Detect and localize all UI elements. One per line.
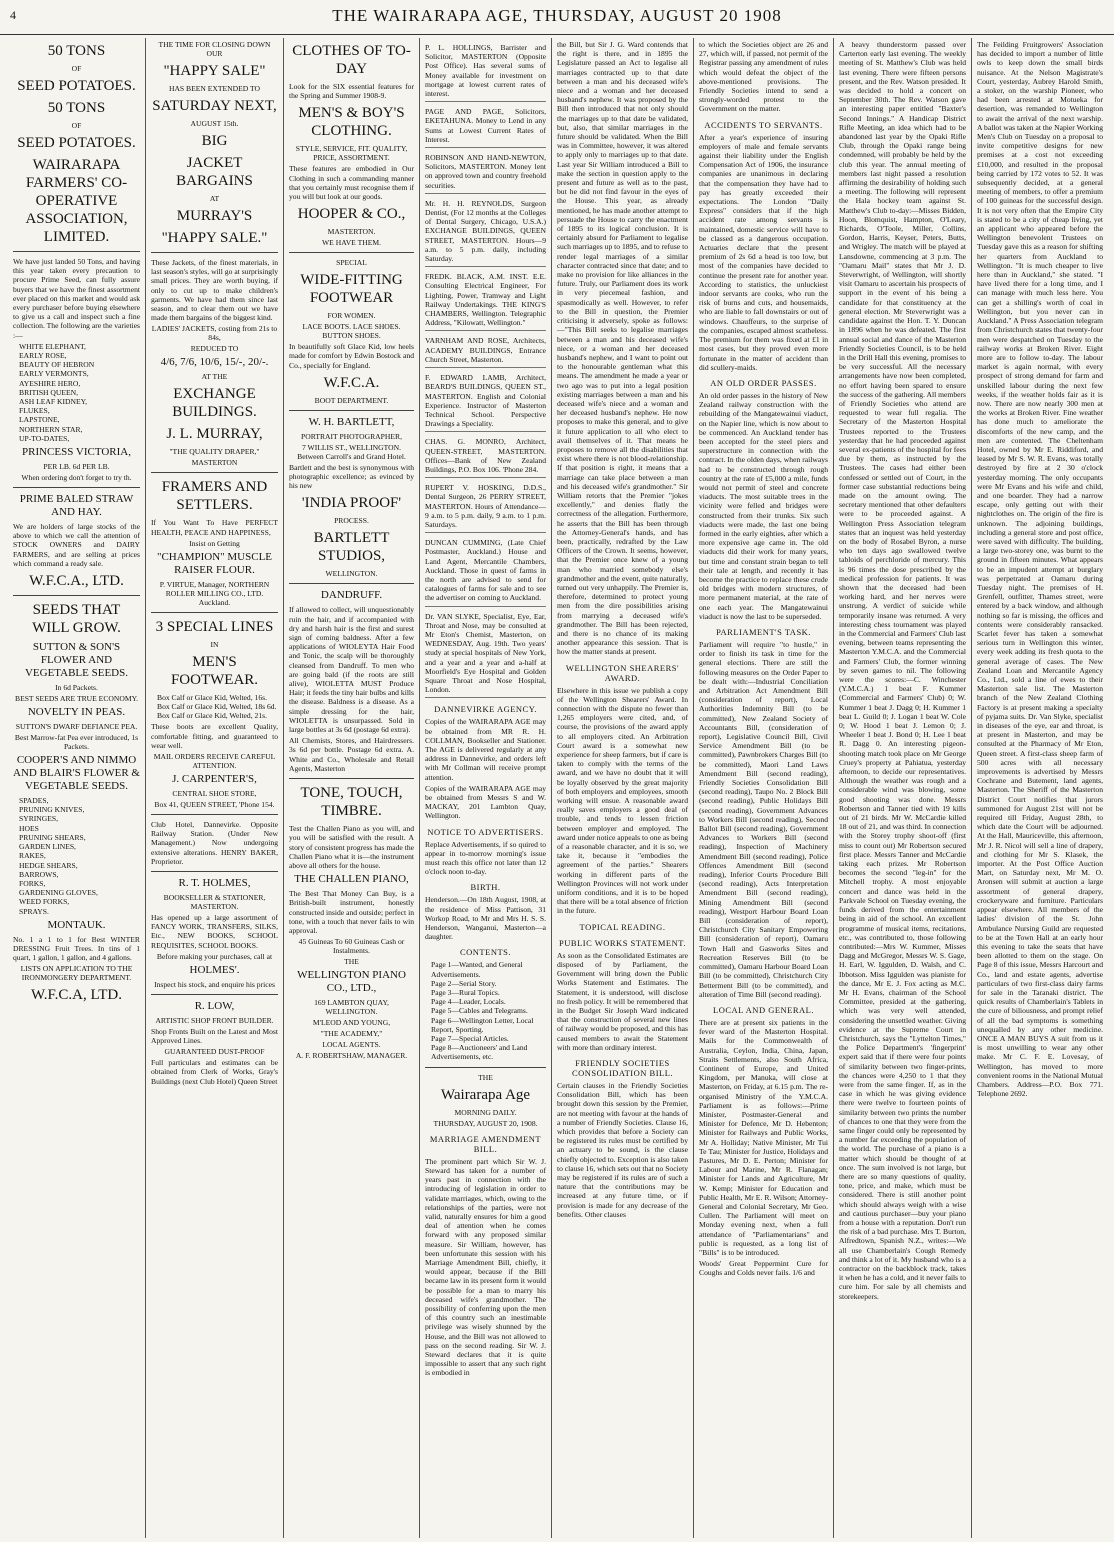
mail-orders: MAIL ORDERS RECEIVE CAREFUL ATTENTION. bbox=[153, 752, 276, 771]
columns bbox=[8, 38, 1108, 1538]
glace-text: In beautifully soft Glace Kid, low heels made for comfort by Edwin Bostock and Co., specially for England. bbox=[289, 342, 414, 370]
for-women: FOR WOMEN. bbox=[327, 311, 376, 321]
challen-text: Test the Challen Piano as you will, and you will be satisfied with the result. A story of consistent progress has made the Challen Piano what it is—the instrument above all others for the house. bbox=[289, 824, 414, 870]
low-text: Shop Fronts Built on the Latest and Most Approved Lines. bbox=[151, 1026, 278, 1046]
friendly-continued: to which the Societies object are 26 and 27, which will, if passed, not permit of the Registrar passing any amendment of rules which would defeat the object of the above-mentioned provisions. The Friendly Societies intend to send a strongly-worded protest to the Government on the matter. bbox=[699, 40, 828, 114]
holmes: R. T. HOLMES, bbox=[178, 877, 251, 890]
local-text: There are at present six patients in the fever ward of the Masterton Hospital. Mails for the Commonwealth of Australia, Ceylon, India, China, Japan, Straits Settlements, also South Africa, Continent of Europe, and United Kingdom, per Manuka, will close at Masterton, on Friday, at 6.15 p.m. The re-organised Ministry of the Y.M.C.A. Parliament is as follows:—Prime Minister, Postmaster-General and Minister for Defence, Mr D. Hebenton; Minister for Railways and Public Works, Mr A. Holliday; Native Minister, Mr Tui Te Tau; Minister for Justice, Holidays and Pastures, Mr D. E. Perton; Minister for Labour and Marine, Mr R. Flanagan; Minister for Lands and Agriculture, Mr W. Kemp; Minister for Education and Public Health, Mr E. R. Wilson; Attorney-General and Colonial Secretary, Mr Geo. Cullen. The Parliament will meet on Monday evening next, when a full attendance of "Parliamentarians" and public is requested, as a long list of "Bills" is to be introduced. bbox=[699, 1017, 828, 1257]
divider bbox=[425, 1067, 546, 1068]
list-item: RAKES, bbox=[19, 851, 46, 861]
column-2 bbox=[146, 38, 284, 1538]
lace-line: LACE BOOTS. LACE SHOES. BUTTON SHOES. bbox=[302, 322, 401, 341]
column-8 bbox=[972, 38, 1108, 1538]
divider bbox=[289, 252, 414, 253]
heading-straw: PRIME BALED STRAW AND HAY. bbox=[19, 493, 134, 519]
exchange-buildings: EXCHANGE BUILDINGS. bbox=[172, 386, 257, 421]
marriage-continued: the Bill, but Sir J. G. Ward contends that the right is there, and in 1895 the Legislature passed an Act to legalise all marriages contracted up to that date between a man and his deceased wife's niece and a woman and her deceased husband's nephew. It was proposed by the Bill then introduced that not only should the marriages up to that date be validated, but, also, that similar marriages in the future should be validated. When the Bill was in Committee, however, it was altered to apply only to marriages up to that date. Last year Sir William introduced a Bill to make the section in question apply to the present and future as well as to the past, but he did not find favour in the eyes of the House. This year, as already mentioned, he has made another attempt to persuade the House to carry the enactment of 1895 to its logical conclusion. It is certainly absurd for Parliament to legalise such marriages up to 1895, and to refuse to render legal marriages of a similar character contracted since that date; and to make no provision for like alliances in the future. Truly, our Parliament does its work in very piecemeal fashion, and spasmodically as well. However, to refer to the Bill in question, the Premier criticising it adversely, spoke as follows:—"This Bill seeks to legalise marriages between a man and his deceased wife's niece, or a woman and her deceased husband's nephew, and I want to point out to the honourable gentleman what this means. The amendment he made a year or two ago was to put into a legal position existing marriages between a man and his deceased wife's niece and a woman and her deceased husband's nephew. He now proposes to make this general, and to give it future application to all who elect to avail themselves of it. That means he proposes to remove all the disabilities that exist where there is not blood-relationship. If that position is right, it means that a marriage can take place between a man and his deceased wife's grandmother." Sir William retorts that the Premier "jokes excellently," and denies flatly the correctness of the allegation. Furthermore, he asserts that the Bill has been through the Attorney-General's hands, and has been, practically, redrafted by the Law Officers of the Crown. It seems, however, that the Premier once knew of a young man who married somebody else's grandmother and the event, quite naturally, turned out very unhappily. The Premier is, therefore, determined to protect young men from the dire possibilities arising from marrying a deceased wife's grandmother. The Bill has been rejected, and there is no chance of its making another appearance this session. That is how the matter stands at present. bbox=[557, 40, 688, 657]
list-item: Box Calf or Glace Kid, Welted, 18s 6d. bbox=[157, 702, 277, 712]
heading-notice: NOTICE TO ADVERTISERS. bbox=[427, 826, 544, 837]
dateline: THURSDAY, AUGUST 20, 1908. bbox=[433, 1118, 538, 1128]
lists-line: LISTS ON APPLICATION TO THE IRONMONGERY DEPARTMENT. bbox=[20, 964, 133, 983]
list-item: SYRINGES, bbox=[19, 814, 59, 824]
old-order-text: An old order passes in the history of New Zealand railway construction with the rebuilding of the Mangatewainui viaduct, on the Napier line, which is now about to be commenced. An Auckland tender has been accepted for the steel piers and superstructure in connection with the contract. In the olden days, when railways had to be constructed through rough country at the rate of £5,000 a mile, funds would not permit of steel and concrete viaducts. The most suitable trees in the vicinity were felled and bridges were constructed from their trunks. Six such viaducts were made, the last one being formed in the early eighties, after which a more expensive age came in. The old viaducts did their work for many years, but time and constant strain began to tell their tale at length, and recently it has become the practice to replace these crude old bridges with modern structures, of more permanent material, at the rate of one each year. The Mangatewainui viaduct is now the last to be superseded. bbox=[699, 390, 828, 621]
heading-50-tons-2: 50 TONS bbox=[47, 100, 106, 116]
divider bbox=[151, 472, 278, 473]
boots-list bbox=[157, 693, 278, 721]
heading-montauk: MONTAUK. bbox=[47, 918, 106, 931]
list-item: Page 7—Special Articles. bbox=[431, 1034, 509, 1044]
wfca: W.F.C.A. bbox=[323, 374, 380, 391]
packets-line: In 6d Packets. bbox=[55, 683, 98, 693]
column-8-text: The Feilding Fruitgrowers' Association has decided to import a number of little owls to keep down the small birds nuisance. At the Nelson Magistrate's Court, yesterday, Aubrey Harold Smith, a stoker, on the warship Pioneer, who had been arrested at Motueka for desertion, was remanded to Wellington to await the arrival of the next warship. A ballot was taken at the Napier Working Men's Club on Tuesday on a proposal to invite competitive designs for new premises at a cost not exceeding £10,000, and resulted in the proposal being carried by 172 votes to 52. It was subsequently decided, at a general meeting of members, to offer a premium of 100 guineas for the successful design. It is not very often that the Empire City is stated to be a city of cheap living, yet an applicant who appeared before the Wellington benevolent Trustees on Tuesday gave this as a reason for shifting her quarters from Auckland to Wellington. "It is much cheaper to live here than in Auckland," she stated. "I have lived there for a long time, and I can manage with much less here. You can get a shilling's worth of coal in Wellington, but you never can in Auckland." A Press Association telegram from Christchurch states that twenty-four men were despatched on Tuesday to the railway works at Broken River. Eight more are to follow to-day. The labour market is again normal, with every prospect of strong demand for farm and unskilled labour during the next few weeks, if the weather holds fair as it is now. There are now nearly 300 men at the works at Broken River. Fine weather has done much to ameliorate the discomforts of the new camp, and the men are contented. The Cheltenham Hotel, owned by Mr E. Riddiford, and leased by Mr S. W. R. Evans, was totally destroyed by fire at 2 30 o'clock yesterday morning. The only occupants were Mr Evans and his wife and child, and one boarder. They had a narrow escape, only getting out with their nightclothes on. The origin of the fire is unknown. The adjoining buildings, including a general store and post office, were saved with difficulty. The building, a large two-storey one, was burnt to the ground in fifteen minutes. What appears to be an impudent attempt at burglary was perpetrated at Oamaru during Tuesday night. The premises of H. Grenfell, outfitter, Thames street, were entered by a back window, and although nothing so far is missing, the offices and contents were considerably ransacked. Scarlet fever has taken a somewhat serious turn in Wellington this winter, every week adding its fresh quota to the general average of cases. The New Zealand Loan and Mercantile Agency Co., Ltd., sold a line of ewes to their Masterton sale list. The Masterton branch of the New Zealand Clothing Factory is at present making a specialty of pyjama suits. Dr. Van Slyke, specialist in diseases of the eye, ear and throat, is at present in Masterton, and may be consulted at the Pharmacy of Mr Eton, Queen street. A first-class sheep farm of 500 acres with all necessary improvements is advertised by Messrs Cochrane and Butement, land agents, Masterton. The Sheriff of the Masterton District Court notifies that jurors summoned for August 21st will not be required till Friday, August 28th, to which date the Court will be adjourned. At the Hall, Mauriceville, this afternoon, Mr J. R. Nicol will sell a line of drapery, and clothing for Mr S. Klasek, the importer. At the Post Office Auction Mart, on Saturday next, Mr M. O. Aronsen will submit at auction a large assortment of general drapery, crockeryware and furniture. Particulars appear elsewhere. All members of the ladies' division of the St. John Ambulance Nursing Guild are requested to be at the Town Hall at an early hour this evening to take the seats that have been allotted to them on the stage. On Page 8 of this issue, Messrs Harcourt and Co., land and estate agents, advertise particulars of two first-class dairy farms for sale in the Taranaki district. The quick results of Chamberlain's Tablets in the cure of biliousness, and prompt relief of all the bad symptoms is something unequalled by any other medicine. ONCE A MAN BUYS A suit from us it is most unwilling to wear any other make. Mr C. F. E. Lovesay, of Wellington, has moved to more convenient rooms in the National Mutual Chambers. Address—P.O. Box 771. Telephone 2692. bbox=[977, 40, 1103, 1099]
page-number: 4 bbox=[10, 8, 16, 22]
divider bbox=[289, 778, 414, 779]
extended-line: HAS BEEN EXTENDED TO bbox=[168, 84, 261, 93]
list-item: WHITE ELEPHANT, bbox=[19, 341, 86, 351]
quality-draper: "THE QUALITY DRAPER," bbox=[169, 447, 260, 457]
tools-list bbox=[19, 796, 140, 916]
ad-monro: CHAS. G. MONRO, Architect, QUEEN-STREET, MASTERTON. Offices—Bank of New Zealand Buildings, P.O. Box 106. 'Phone 284. bbox=[425, 434, 546, 478]
guineas-line: 45 Guineas To 60 Guineas Cash or Instalments. bbox=[298, 937, 405, 956]
list-item: HOES bbox=[19, 823, 39, 833]
heading-public-works: PUBLIC WORKS STATEMENT. bbox=[559, 937, 686, 948]
bartlett-studios: BARTLETT STUDIOS, bbox=[313, 530, 390, 565]
list-item: LAPSTONE, bbox=[19, 415, 60, 425]
jl-murray: J. L. MURRAY, bbox=[166, 426, 263, 443]
framers-settlers: FRAMERS AND SETTLERS. bbox=[161, 479, 268, 514]
list-item: EARLY ROSE, bbox=[19, 351, 67, 361]
list-item: GARDEN LINES, bbox=[19, 842, 76, 852]
list-item: Page 1—Wanted, and General Advertisements. bbox=[431, 960, 523, 979]
list-item: EARLY VERMONTS, bbox=[19, 369, 89, 379]
notice-text: Replace Advertisements, if so quired to appear in to-morrow morning's issue must reach this office not later than 12 o'clock noon to-day. bbox=[425, 839, 546, 877]
list-item: UP-TO-DATES, bbox=[19, 433, 70, 443]
ladies-line: LADIES' JACKETS, costing from 21s to 84s, bbox=[151, 324, 278, 343]
inspect-line: Inspect his stock, and enquire his prices bbox=[154, 979, 275, 989]
wfca-signoff-2: W.F.C.A, LTD. bbox=[30, 987, 123, 1004]
list-item: Page 4—Leader, Locals. bbox=[431, 997, 506, 1007]
shearers-text: Elsewhere in this issue we publish a copy of the Wellington Shearers' Award. In connection with the dispute no fewer than 1,265 employers were cited, and, of course, the provisions of the award apply to all employers cited. An Arbitration Court award is a somewhat new experience for sheep farmers, but if care is taken to comply with the terms of the award, and we have no doubt that it will be loyally observed by the great majority of both employers and employees, smooth working will ensue. A reasonable award really saves employers a good deal of trouble, and tends to lessen friction between employer and employed. The award under notice appeals to one as being of a reasonable character, and it is so, we take it, because it "embodies the agreement of the parties." Shearers working in different parts of the Wellington Provinces will not work under uniform conditions, and it is to be hoped that there will be a total absence of friction in the future. bbox=[557, 685, 688, 916]
local-agents: LOCAL AGENTS. bbox=[322, 1040, 381, 1050]
divider bbox=[13, 251, 140, 252]
list-item: FORKS, bbox=[19, 878, 46, 888]
montauk-text: No. 1 a 1 to 1 for Best WINTER DRESSING Fruit Trees. In tins of 1 quart, 1 gallon, 1 gallon, and 4 gallons. bbox=[13, 934, 140, 963]
divider bbox=[151, 612, 278, 613]
heading-sutton: SUTTON & SON'S FLOWER AND VEGETABLE SEEDS. bbox=[24, 641, 128, 680]
jackets-text: These Jackets, of the finest materials, in last season's styles, will go at surprisingly small prices. They are worth buying, if only to cut up to make children's garments. We have had them since last season, and to clear them out we have made them bargains of the biggest kind. bbox=[151, 258, 278, 323]
paper-title: Wairarapa Age bbox=[440, 1086, 531, 1103]
accidents-text: After a year's experience of insuring employers of male and female servants against their liability under the English Compensation Act of 1906, the insurance companies are unanimous in declaring that the compensation they have had to pay has greatly exceeded their expectations. The London "Daily Express" considers that if the high accident rate among servants is maintained, domestic service will have to be classed as a dangerous occupation. Actuaries declare that the present premium of 2s 6d a head is too low, but most of the companies have decided to continue the present rate for another year. According to statistics, the unluckiest indoor servants are cooks, who run the risk of burns and cuts, and housemaids, who are liable to fall downstairs or out of windows. Chauffeurs, to the surprise of the companies, escaped almost scatheless. The premium for them was fixed at £1 in most cases, but they proved even more fortunate in the matter of accident than did scullery-maids. bbox=[699, 132, 828, 372]
list-item: SPADES, bbox=[19, 796, 49, 806]
list-item: GARDENING GLOVES, bbox=[19, 888, 98, 898]
champion-flour: "CHAMPION" MUSCLE RAISER FLOUR. bbox=[156, 550, 273, 576]
list-item: Page 2—Serial Story. bbox=[431, 978, 497, 988]
label-of-2: OF bbox=[71, 121, 82, 130]
masthead-title: THE WAIRARAPA AGE, THURSDAY, AUGUST 20 1908 bbox=[332, 6, 782, 25]
morning-daily: MORNING DAILY. bbox=[454, 1107, 517, 1117]
holmes-text: Has opened up a large assortment of FANCY WORK, TRANSFERS, SILKS, Etc., NEW BOOKS, SCHOOL REQUISITES, SCHOOL BOOKS. bbox=[151, 913, 278, 950]
style-line: STYLE, SERVICE, FIT. QUALITY, PRICE, ASSORTMENT. bbox=[295, 144, 408, 163]
list-item: SPRAYS. bbox=[19, 906, 49, 916]
dwarf-line: SUTTON'S DWARF DEFIANCE PEA. bbox=[15, 722, 138, 732]
the-line: THE bbox=[478, 1072, 493, 1082]
carpenter: J. CARPENTER'S, bbox=[172, 773, 257, 786]
list-item: Box Calf or Glace Kid, Welted, 21s. bbox=[157, 711, 267, 721]
bartlett: W. H. BARTLETT, bbox=[308, 415, 395, 428]
heading-old-order: AN OLD ORDER PASSES. bbox=[710, 377, 817, 388]
heading-accidents: ACCIDENTS TO SERVANTS. bbox=[704, 119, 823, 130]
varieties-list bbox=[19, 342, 140, 443]
ad-lamb: F. EDWARD LAMB, Architect, BEARD'S BUILDINGS, QUEEN ST., MASTERTON. English and Colonial Experience. Instructor of Masterton Technical School. Perspective Drawings a Speciality. bbox=[425, 370, 546, 432]
lambton-line: 169 LAMBTON QUAY, WELLINGTON. bbox=[314, 998, 389, 1017]
divider bbox=[151, 814, 278, 815]
robertshaw-line: A. F. ROBERTSHAW, MANAGER. bbox=[295, 1051, 408, 1061]
insist-line: Insist on Getting bbox=[189, 538, 240, 548]
best-seeds-line: BEST SEEDS ARE TRUE ECONOMY. bbox=[15, 694, 138, 704]
chemists-text: All Chemists, Stores, and Hairdressers. 3s 6d per bottle. Postage 6d extra. A. White and Co., Wholesale and Retail Agents, Masterton bbox=[289, 736, 414, 773]
divider bbox=[151, 871, 278, 872]
big-line: BIG bbox=[201, 133, 228, 149]
artistic-line: ARTISTIC SHOP FRONT BUILDER. bbox=[155, 1015, 274, 1025]
list-item: BARROWS, bbox=[19, 869, 59, 879]
challen-desc: The Best That Money Can Buy, is a British-built instrument, honestly constructed inside and outside; perfect in tone, with a touch that never fails to win approval. bbox=[289, 889, 414, 935]
marrow-line: Best Marrow-fat Pea ever introduced, 1s Packets. bbox=[14, 733, 139, 752]
public-works-text: As soon as the Consolidated Estimates are disposed of by Parliament, the Government will bring down the Public Works Statement and Estimates. The Statement, it is understood, will disclose no fresh policy. It will be remembered that in the Budget Sir Joseph Ward indicated that the construction of several new lines of railway would be proposed, and this has caused members to await the Statement with more than ordinary interest. bbox=[557, 950, 688, 1052]
wellington-piano: WELLINGTON PIANO CO., LTD., bbox=[297, 969, 406, 995]
divider bbox=[13, 595, 140, 596]
list-item: AYESHIRE HERO, bbox=[19, 378, 81, 388]
dandruff: DANDRUFF. bbox=[320, 589, 383, 602]
mens-boys-clothing: MEN'S & BOY'S CLOTHING. bbox=[298, 105, 405, 140]
column-4 bbox=[420, 38, 552, 1538]
list-item: NORTHERN STAR, bbox=[19, 424, 83, 434]
list-item: Page 3—Rural Topics. bbox=[431, 988, 500, 998]
woods-line: Woods' Great Peppermint Cure for Coughs and Colds never fails. 1/6 and bbox=[699, 1259, 828, 1278]
heading-dannevirke: DANNEVIRKE AGENCY. bbox=[434, 704, 537, 715]
heading-50-tons: 50 TONS bbox=[47, 43, 106, 59]
mens-footwear: MEN'S FOOTWEAR. bbox=[170, 653, 259, 688]
date-line: AUGUST 15th. bbox=[190, 119, 239, 128]
tone-touch-timbre: TONE, TOUCH, TIMBRE. bbox=[300, 785, 403, 820]
ad-page: PAGE AND PAGE, Solicitors, EKETAHUNA. Money to Lend in any Sums at Lowest Current Rates of Interest. bbox=[425, 104, 546, 148]
ad-hosking: RUPERT V. HOSKING, D.D.S., Dental Surgeon, 26 PERRY STREET, MASTERTON. Hours of Attendance—9 a.m. to 5 p.m. daily, 9 a.m. to 1 p.m. Saturdays. bbox=[425, 480, 546, 533]
dannevirke-text: Copies of the WAIRARAPA AGE may be obtained from MR R. H. COLLMAN, Bookseller and Stationer. The AGE is delivered regularly at any address in Dannevirke, and orders left with Mr Collman will receive prompt attention. bbox=[425, 717, 546, 782]
mleod-line: M'LEOD AND YOUNG, bbox=[312, 1018, 391, 1028]
list-item: PRUNING SHEARS, bbox=[19, 832, 86, 842]
heading-contents: CONTENTS. bbox=[459, 947, 511, 958]
heading-topical: TOPICAL READING. bbox=[579, 921, 666, 932]
ad-hollings: P. L. HOLLINGS, Barrister and Solicitor, MASTERTON (Opposite Post Office). Has several sums of Money available for investment on mortgage at lowest current rates of interest. bbox=[425, 40, 546, 102]
princess-victoria: PRINCESS VICTORIA, bbox=[21, 446, 131, 459]
heading-friendly: FRIENDLY SOCIETIES CONSOLIDATION BILL. bbox=[571, 1057, 674, 1078]
ad-van-slyke: Dr. VAN SLYKE, Specialist, Eye, Ear, Throat and Nose, may be consulted at Mr Eton's Chemist, Masterton, on WEDNESDAY, Aug. 19th. Two years' study at special hospitals of New York, and a year and a year and a-half at Moorfield's Eye Hospital and Golden Square Throat and Nose Hospital, London. bbox=[425, 609, 546, 699]
heading-parliament: PARLIAMENT'S TASK. bbox=[716, 626, 811, 637]
virtue-line: P. VIRTUE, Manager, NORTHERN ROLLER MILLING CO., LTD. Auckland. bbox=[159, 579, 270, 607]
prices-line: 4/6, 7/6, 10/6, 15/-, 20/-. bbox=[160, 356, 269, 369]
process-line: PROCESS. bbox=[334, 516, 369, 526]
murrays: MURRAY'S bbox=[176, 208, 253, 224]
column-6 bbox=[694, 38, 834, 1538]
hooper: HOOPER & CO., bbox=[297, 206, 406, 223]
column-7-text: A heavy thunderstorm passed over Carterton early last evening. The weekly meeting of St. Matthew's Club was held last evening. There were fifteen persons present, and the Rev. Watson presided. It was decided to hold a concert on September 30th. The Rev. Watson gave an interesting paper entitled "Baxter's Second Innings." A Handicap District Rifle Meeting, an idea which had to be abandoned last year by the Opaki Rifle Club, through the Opaki range being condemned, will probably be held by the club this year. The annual meeting of members last night passed a resolution affirming the desirability of holding such a meeting. The following will represent the Hala hockey team against St. Matthew's Club to-day:—Misses Bidden, Hoon, Blomquist, Hampton, O'Leary, Richards, O'Toole, Miller, Collins, Gordon, Harris, Keyser, Peters, Butts, and Wrigley. The match will be played at Lansdowne, commencing at 3 p.m. The "Oamaru Mail" states that Mr J. D. Steverwright, of Wellington, will shortly visit Oamaru to ascertain his prospects of support in the event of his being a candidate for that constituency at the general election. Mr Steverwright was a candidate against the Hon. T. Y. Duncan in 1896 when he was defeated. The first annual social and dance of the Masterton Friendly Societies Council, is to be held in the Drill Hall this evening, promises to be very successful. All the necessary arrangements have now been completed, no effort having been spared to ensure the success of the gathering. All members of Friendly Societies who attend are requested to wear full regalia. The Secretary of the Masterton Hospital Trustees reported to the Trustees yesterday that he had proceeded against several ex-patients of the hospital for fees due by them, as instructed by the Trustees. The cases had either been confessed or settled out of Court, in the former case substantial reductions being made on the amount owing. The secretary mentioned that other defaulters were to be proceeded against. A Wellington Press Association telegram states that an inquest was held yesterday on the body of Rosabel Byron, a nurse who ten days ago swallowed twelve tabloids of perchloride of mercury. This is 96 times the dose prescribed by the medical profession for patients. It was shown that the deceased had been working hard, and her nerves were unstrung. A verdict of suicide while temporarily insane was returned. A very interesting chess tournament was played in the Commercial and Farmers' Club last evening, between teams representing the Masterton Y.M.C.A. and the Commercial and Farmers' Club, the former winning by seven games to nil. The following were the scores:—C. Winchester (Y.M.C.A.) 1 beat F. Kummer (Commercial and Farmers' Club) 0; W. Kummer 1 beat J. Dagg 0; H. Kummer 1 beat L. Guild 0; J. Logan 1 beat W. Cole 0; W. Hood 1 beat J. Lemon 0; J. Wheeler 1 beat J. Bond 0; H. Lee 1 beat R. Dagg 0. An interesting pigeon-shooting match took place on Mr George Cruey's property at Pahiatua, yesterday afternoon, to decide our representatives. Although the weather was rough and a considerable wind was blowing, some good shooting was done. Messrs Robertson and Tanner tied with 19 kills out of 21 birds. Mr W. McCardie killed 18 out of 21, and was third. In connection with the Storey trophy shoot-off (first miss to count out) Mr Robertson secured first place. Messrs Tanner and McCardie taking each prizes. Mr Robertson becomes the second "leg-in" for the Mitchell trophy. A most enjoyable concert and dance was held in the Parkvale School on Tuesday evening, the funds derived from the entertainment being in aid of the school. An excellent programme of musical items, recitations, etc., was contributed to, those following contributed:—Mrs W. Kummer, Misses Dagg and McGregor, Messrs W. S. Gage, H. Earl, W. Iggulden, D. Walsh, and C. Ibbotson. Miss Iggulden was pianiste for the dance, Mr E. J. Fox acting as M.C. Mr H. Evans, chairman of the School Committee, presided at the gathering, which was very well attended, considering the unsettled weather. Giving evidence at the Supreme Court in Christchurch, says the "Lyttelton Times," the Police Department's 'fingerprint' expert said that if there were four points of similarity between two finger-prints, the chances were 4,250 to 1 that they were from the same finger. If, as in the case in which he was giving evidence there were twelve to fourteen points of similarity between two prints the number of chances to one that they were from the same finger could only be represented by a number far exceeding the population of the world. The purchase of a piano is a matter which should be thought of at once. The sum involved is not large, but there are so many questions of quality, tone, price, and make, which must be considered. There is still another point which should always weigh with a wise and cautious purchaser—buy your piano from a house with a reputation. Don't run the risk of a bad purchase. Mrs T. Burton, Alfredtown, Spanish N.Z., writes:—We all use Chamberlain's Cough Remedy and think a lot of it. My husband who is a contractor on the backblock track, takes it when he has a cold, and it never fails to cure him. For sale by all chemists and storekeepers. bbox=[839, 40, 966, 1301]
happy-sale: "HAPPY SALE" bbox=[163, 63, 266, 79]
r-low: R. LOW, bbox=[194, 999, 235, 1012]
look-text: Look for the SIX essential features for the Spring and Summer 1908-9. bbox=[289, 82, 414, 101]
jacket-bargains: JACKET BARGAINS bbox=[176, 155, 253, 189]
full-text: Full particulars and estimates can be obtained from Clerk of Works, Gray's Buildings (next Club Hotel) Queen Street bbox=[151, 1058, 278, 1086]
portrait-line: PORTRAIT PHOTOGRAPHER, bbox=[301, 431, 402, 441]
bartlett-text: Bartlett and the best is synonymous with photographic excellence; as evinced by his new bbox=[289, 462, 414, 491]
time-line: THE TIME FOR CLOSING DOWN OUR bbox=[158, 40, 271, 58]
list-item: PRUNING KNIVES, bbox=[19, 805, 85, 815]
india-proof: 'INDIA PROOF' bbox=[301, 495, 402, 512]
embodied-text: These features are embodied in Our Clothing in such a commanding manner that you certainly must recognise them if you will but look at our goods. bbox=[289, 164, 414, 202]
column-3 bbox=[284, 38, 420, 1538]
clothes-today: CLOTHES OF TO-DAY bbox=[292, 43, 411, 77]
wellington-line: WELLINGTON. bbox=[325, 569, 378, 579]
challen-piano: THE CHALLEN PIANO, bbox=[294, 873, 409, 886]
before-line: Before making your purchases, call at bbox=[156, 951, 273, 961]
divider bbox=[289, 583, 414, 584]
in-line: IN bbox=[210, 639, 219, 649]
heading-birth: BIRTH. bbox=[470, 882, 501, 893]
list-item: WEED FORKS, bbox=[19, 897, 70, 907]
heading-local: LOCAL AND GENERAL. bbox=[713, 1004, 814, 1015]
ad-cumming: DUNCAN CUMMING, (Late Chief Postmaster, Auckland.) House and Land Agent, Mercantile Chambers, Auckland. Those in quest of farms in the north are advised to send for catalogues of farms for sale and to see the advertiser on coming to Auckland. bbox=[425, 535, 546, 606]
straw-text: We are holders of large stocks of the above to which we call the attention of STOCK OWNERS and DAIRY FARMERS, and are selling at prices which command a ready sale. bbox=[13, 522, 140, 568]
bookseller-line: BOOKSELLER & STATIONER, MASTERTON. bbox=[163, 893, 266, 912]
list-item: Page 6—Wellington Letter, Local Report, Sporting. bbox=[431, 1015, 534, 1034]
ordering-note: When ordering don't forget to try th. bbox=[21, 473, 132, 483]
divider bbox=[13, 487, 140, 488]
divider bbox=[289, 410, 414, 411]
wfca-signoff: W.F.C.A., LTD. bbox=[29, 573, 124, 590]
divider bbox=[151, 994, 278, 995]
marriage-text: The prominent part which Sir W. J. Steward has taken for a number of years past in connection with the introducing of legislation in order to validate marriages, which, owing to the relationships of the parties, were not valid, naturally ensures for him a good deal of attention when he comes forward with any proposed similar measure. Sir William, however, has been unfortunate this session with his Marriage Amendment Bill, chiefly, it would appear, because if the Bill became law in its present form it would be possible for a man to marry his deceased wife's grandmother. The possibility of conferring upon the men of this country such an inestimable privilege was wisely shunned by the House, and the Bill was not allowed to pass on the second reading. Sir W. J. Steward declares that it is quite impossible to assert that any such right is embodied in bbox=[425, 1156, 546, 1378]
ad-black: FREDK. BLACK, A.M. INST. E.E. Consulting Electrical Engineer, For Lighting, Power, Tramway and Light Railway Undertakings. THE KING'S CHAMBERS, Wellington. Telegraphic Address, "Kilowatt, Wellington." bbox=[425, 269, 546, 331]
contents-list bbox=[431, 960, 546, 1061]
list-item: Box Calf or Glace Kid, Welted, 16s. bbox=[157, 692, 267, 702]
list-item: Page 5—Cables and Telegrams. bbox=[431, 1006, 528, 1016]
boot-dept: BOOT DEPARTMENT. bbox=[314, 395, 389, 405]
heading-novelty: NOVELTY IN PEAS. bbox=[27, 706, 126, 719]
masthead bbox=[0, 0, 1114, 35]
three-special-lines: 3 SPECIAL LINES bbox=[155, 618, 274, 635]
heading-association: WAIRARAPA FARMERS' CO-OPERATIVE ASSOCIATION, LIMITED. bbox=[25, 157, 128, 245]
heading-seed-potatoes-2: SEED POTATOES. bbox=[17, 135, 136, 151]
divider bbox=[151, 252, 278, 253]
label-of: OF bbox=[71, 64, 82, 73]
we-have-them: WE HAVE THEM. bbox=[322, 238, 381, 248]
price-line: PER LB. 6d PER LB. bbox=[43, 462, 110, 472]
column-1 bbox=[8, 38, 146, 1538]
at-the-line: AT THE bbox=[201, 372, 228, 382]
guaranteed-line: GUARANTEED DUST-PROOF bbox=[164, 1047, 265, 1057]
ad-robinson: ROBINSON AND HAND-NEWTON, Solicitors, MASTERTON. Money lent on approved town and country freehold securities. bbox=[425, 150, 546, 194]
academy-line: "THE ACADEMY," bbox=[320, 1029, 383, 1039]
carpenter-address: Box 41, QUEEN STREET, 'Phone 154. bbox=[154, 800, 275, 810]
list-item: BEAUTY OF HEBRON bbox=[19, 360, 95, 370]
club-hotel: Club Hotel, Dannevirke. Opposite Railway Station. (Under New Management.) Now undergoing extensive alterations. HENRY BAKER, Proprietor. bbox=[151, 820, 278, 866]
if-want-text: If You Want To Have PERFECT HEALTH, PEACE AND HAPPINESS, bbox=[151, 518, 278, 537]
heading-seeds: SEEDS THAT WILL GROW. bbox=[32, 602, 121, 637]
ad-reynolds: Mr. H. H. REYNOLDS, Surgeon Dentist, (For 12 months at the Colleges of Dental Surgery, Chicago, U.S.A.) EXCHANGE BUILDINGS, QUEEN STREET, MASTERTON. Hours—9 a.m. to 5 p.m. daily, including Saturday. bbox=[425, 196, 546, 267]
parliament-text: Parliament will require "to hustle," in order to finish its task in time for the general elections. There are still the following measures on the Order Paper to be dealt with:—Industrial Conciliation and Arbitration Act Amendment Bill (consideration of report), Local Authorities Indemnity Bill (to be committed), New Zealand Society of Accountants Bill, (consideration of report), Legislative Council Bill, Civil Service Amendment Bill (to be committed), Pawnbrokers Charges Bill (to be committed), Maori Land Laws Amendment Bill (second reading), Friendly Societies Consolidation Bill (second reading), Taupo No. 2 Block Bill (second reading), Public Holidays Bill (second reading), Government Advances to Workers Bill (second reading), Second Ballot Bill (second reading), Government Advances to Workers Bill (second reading), Inspection of Machinery Amendment Bill (second reading), Police Offences Amendment Bill (second reading), Inferior Courts Procedure Bill (second reading), Acts Interpretation Amendment Bill (second reading), Mining Amendment Bill (second reading), Westport Harbour Board Loan Bill (consideration of report), Christchurch City Sanitary Empowering Bill (consideration of report), Oamaru Town Hall and Gasworks Sites and Recreation Reserves Bill (to be committed), Oamaru Harbour Board Loan Bill (to be committed), Christchurch City Betterment Bill (to be committed), and alteration of Time Bill (second reading). bbox=[699, 639, 828, 999]
masterton-line: MASTERTON. bbox=[327, 227, 376, 237]
dandruff-text: If allowed to collect, will unquestionably ruin the hair, and if accompanied with dry and harsh hair is the first and surest sign of coming baldness. After a few applications of WIOLEYTA Hair Food and Tonic, the scalp will be thoroughly cleansed from Dandruff. To men who are going bald (if the roots are still alive), WIOLETTA MUST Produce Hair; it feeds the tiny hair bulbs and kills the disease. Baldness is a disease. As a simple dressing for the hair, WIOLETTA is unsurpassed. Sold in large bottles at 3s 6d (postage 6d extra). bbox=[289, 605, 414, 735]
friendly-text: Certain clauses in the Friendly Societies Consolidation Bill, which has been brought down this session by the Premier, are not meeting with favour at the hands of a number of Friendly Societies. Clause 16, which provides that before a Society can be registered its rules must be certified by an actuary to be sound, is the clause chiefly objected to. Exception is also taken to clause 16, which sets out that no Society may be registered if its rules are of such a nature that the contributions may be increased at any future time, or if provision is made for any decrease of the benefits. Other clauses bbox=[557, 1080, 688, 1219]
heading-coopers: COOPER'S AND NIMMO AND BLAIR'S FLOWER & VEGETABLE SEEDS. bbox=[13, 754, 140, 793]
birth-text: Henderson.—On 18th August, 1908, at the residence of Miss Pattison, 31 Workop Road, to Mr and Mrs H. S. S. Henderson, Wanganui, Masterton—a daughter. bbox=[425, 895, 546, 942]
central-store: CENTRAL SHOE STORE, bbox=[172, 789, 257, 799]
list-item: ASH LEAF KIDNEY, bbox=[19, 397, 87, 407]
ad-varnham: VARNHAM AND ROSE, Architects, ACADEMY BUILDINGS, Entrance Church Street, Masterton. bbox=[425, 333, 546, 368]
saturday-next: SATURDAY NEXT, bbox=[152, 98, 277, 114]
heading-shearers: WELLINGTON SHEARERS' AWARD. bbox=[565, 662, 680, 683]
the-line: THE bbox=[344, 957, 359, 967]
column-5 bbox=[552, 38, 694, 1538]
list-item: FLUKES, bbox=[19, 406, 50, 416]
willis-line: 7 WILLIS ST., WELLINGTON. Between Carroll's and Grand Hotel. bbox=[297, 442, 406, 461]
column-7 bbox=[834, 38, 972, 1538]
special-line: SPECIAL bbox=[336, 258, 367, 268]
heading-marriage: MARRIAGE AMENDMENT BILL. bbox=[429, 1133, 542, 1154]
wide-fitting: WIDE-FITTING FOOTWEAR bbox=[300, 272, 403, 307]
heading-seed-potatoes: SEED POTATOES. bbox=[17, 78, 136, 94]
intro-text: We have just landed 50 Tons, and having this year taken every precaution to procure Prime Seed, can fully assure buyers that we have the finest assortment ever placed on this market and would ask every purchaser before buying elsewhere to give us a call and inspect such a fine collection. The following are the varieties :— bbox=[13, 257, 140, 340]
holmes-2: HOLMES'. bbox=[189, 963, 240, 976]
copies-text: Copies of the WAIRARAPA AGE may be obtained from Messrs S and W. MACKAY, 201 Lambton Quay, Wellington. bbox=[425, 783, 546, 821]
list-item: Page 8—Auctioneers' and Land Advertisements, etc. bbox=[431, 1043, 528, 1062]
happy-sale-2: "HAPPY SALE." bbox=[161, 230, 268, 246]
list-item: BRITISH QUEEN, bbox=[19, 387, 79, 397]
at-line: AT bbox=[209, 194, 220, 203]
list-item: HEDGE SHEARS, bbox=[19, 860, 78, 870]
boots-text: These boots are excellent Quality, comfortable fitting, and guaranteed to wear well. bbox=[151, 722, 278, 750]
reduced-line: REDUCED TO bbox=[190, 344, 239, 354]
masterton-line: MASTERTON bbox=[191, 458, 238, 468]
